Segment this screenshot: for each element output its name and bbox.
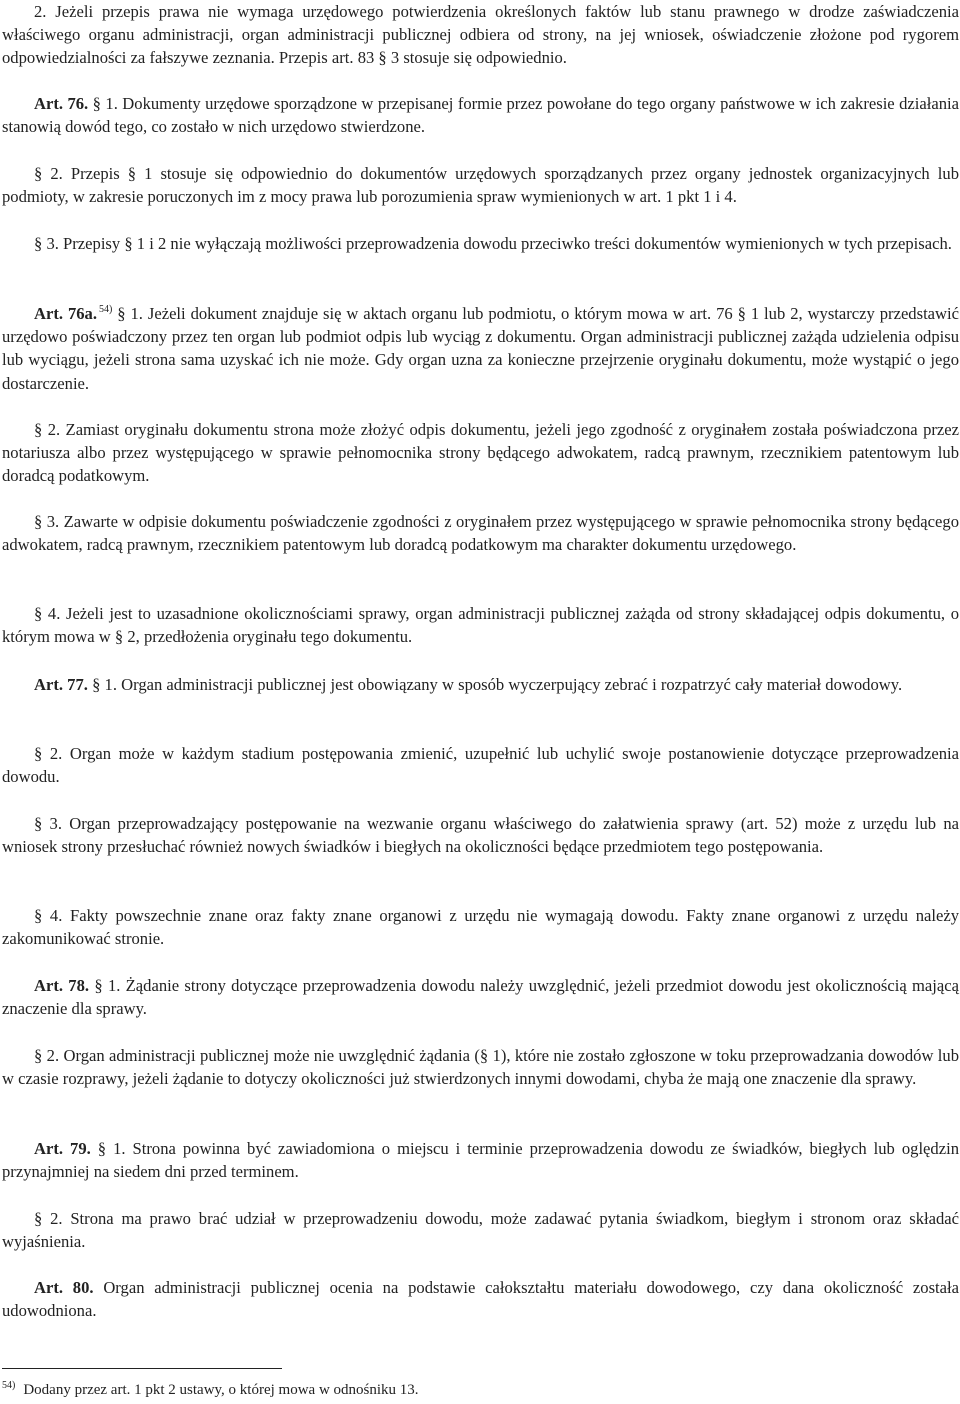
article-heading: Art. 76.: [34, 94, 89, 113]
article-heading: Art. 77.: [34, 675, 88, 694]
paragraph-art78-par1: [2, 974, 959, 1020]
paragraph-text: § 2. Organ administracji publicznej może nie uwzględnić żądania (§ 1), które nie zostało zgłoszone w toku przeprowadzania dowodów lub w czasie rozprawy, jeżeli żądanie to dotyczy okoliczności już stwierdzonych innymi dowodami, chyba że mają one znaczenie dla sprawy.: [2, 1046, 959, 1089]
paragraph-art77-par3: [2, 812, 959, 858]
paragraph-art75-par2: [2, 0, 959, 70]
article-heading: Art. 79.: [34, 1139, 91, 1158]
paragraph-art80: [2, 1276, 959, 1322]
paragraph-text: § 1. Jeżeli dokument znajduje się w aktach organu lub podmiotu, o którym mowa w art. 76 § 1 lub 2, wystarczy przedstawić urzędowo poświadczony przez ten organ lub podmiot odpis lub wyciąg z dokumentu. Organ administracji publicznej zażąda udzielenia odpisu lub wyciągu, jeżeli strona sama uzyskać ich nie może. Gdy organ uzna za konieczne przejrzenie oryginału dokumentu, może wystąpić o jego dostarczenie.: [2, 304, 960, 393]
paragraph-text: § 2. Organ może w każdym stadium postępowania zmienić, uzupełnić lub uchylić swoje postanowienie dotyczące przeprowadzenia dowodu.: [2, 744, 959, 787]
footnote-mark: 54): [2, 1380, 16, 1391]
paragraph-art76-par3: [2, 232, 959, 255]
paragraph-text: § 2. Przepis § 1 stosuje się odpowiednio do dokumentów urzędowych sporządzanych przez organy jednostek organizacyjnych lub podmioty, w zakresie poruczonych im z mocy prawa lub porozumienia spraw wymienionych w art. 1 pkt 1 i 4.: [2, 164, 959, 207]
paragraph-text: § 3. Organ przeprowadzający postępowanie na wezwanie organu właściwego do załatwienia sprawy (art. 52) może z urzędu lub na wniosek strony przesłuchać również nowych świadków i biegłych na okoliczności będące przedmiotem tego postępowania.: [2, 814, 959, 857]
paragraph-text: § 4. Jeżeli jest to uzasadnione okolicznościami sprawy, organ administracji publicznej zażąda od strony składającej odpis dokumentu, o którym mowa w § 2, przedłożenia oryginału tego dokumentu.: [2, 604, 959, 647]
paragraph-text: Organ administracji publicznej ocenia na podstawie całokształtu materiału dowodowego, czy dana okoliczność została udowodniona.: [2, 1278, 959, 1321]
paragraph-text: § 1. Strona powinna być zawiadomiona o miejscu i terminie przeprowadzenia dowodu ze świadków, biegłych lub oględzin przynajmniej na siedem dni przed terminem.: [2, 1139, 959, 1182]
paragraph-text: § 2. Zamiast oryginału dokumentu strona może złożyć odpis dokumentu, jeżeli jego zgodność z oryginałem została poświadczona przez notariusza albo przez występującego w sprawie pełnomocnika strony będącego adwokatem, radcą prawnym, rzecznikiem patentowym lub doradcą podatkowym.: [2, 420, 959, 486]
article-heading: Art. 80.: [34, 1278, 94, 1297]
paragraph-text: § 4. Fakty powszechnie znane oraz fakty znane organowi z urzędu nie wymagają dowodu. Fakty znane organowi z urzędu należy zakomunikować stronie.: [2, 906, 959, 949]
footnote-divider: [2, 1368, 282, 1369]
footnote-text: Dodany przez art. 1 pkt 2 ustawy, o której mowa w odnośniku 13.: [23, 1382, 419, 1398]
paragraph-text: § 1. Dokumenty urzędowe sporządzone w przepisanej formie przez powołane do tego organy państwowe w ich zakresie działania stanowią dowód tego, co zostało w nich urzędowo stwierdzone.: [2, 94, 960, 137]
paragraph-art76a-par3: [2, 510, 959, 556]
paragraph-text: 2. Jeżeli przepis prawa nie wymaga urzędowego potwierdzenia określonych faktów lub stanu prawnego w drodze zaświadczenia właściwego organu administracji, organ administracji publicznej odbiera od strony, na jej wniosek, oświadczenie złożone pod rygorem odpowiedzialności za fałszywe zeznania. Przepis art. 83 § 3 stosuje się odpowiednio.: [2, 2, 959, 68]
paragraph-art76a-par1: [2, 302, 959, 395]
paragraph-art76a-par2: [2, 418, 959, 488]
footnote-reference: 54): [99, 304, 113, 316]
paragraph-art77-par2: [2, 742, 959, 788]
article-heading: Art. 78.: [34, 976, 90, 995]
paragraph-art76-par1: [2, 92, 959, 138]
paragraph-art78-par2: [2, 1044, 959, 1090]
paragraph-text: § 3. Zawarte w odpisie dokumentu poświadczenie zgodności z oryginałem przez występującego w sprawie pełnomocnika strony będącego adwokatem, radcą prawnym, rzecznikiem patentowym lub doradcą podatkowym ma charakter dokumentu urzędowego.: [2, 512, 959, 555]
paragraph-art79-par1: [2, 1137, 959, 1183]
paragraph-text: § 1. Żądanie strony dotyczące przeprowadzenia dowodu należy uwzględnić, jeżeli przedmiot dowodu jest okolicznością mającą znaczenie dla sprawy.: [2, 976, 959, 1019]
paragraph-text: § 2. Strona ma prawo brać udział w przeprowadzeniu dowodu, może zadawać pytania świadkom, biegłym i stronom oraz składać wyjaśnienia.: [2, 1209, 959, 1252]
paragraph-art76-par2: [2, 162, 959, 208]
paragraph-art76a-par4: [2, 602, 959, 648]
paragraph-art77-par1: [2, 673, 959, 696]
paragraph-art77-par4: [2, 904, 959, 950]
paragraph-text: § 1. Organ administracji publicznej jest obowiązany w sposób wyczerpujący zebrać i rozpatrzyć cały materiał dowodowy.: [92, 675, 903, 694]
paragraph-text: § 3. Przepisy § 1 i 2 nie wyłączają możliwości przeprowadzenia dowodu przeciwko treści dokumentów wymienionych w tych przepisach.: [34, 234, 952, 253]
footnote: [2, 1380, 902, 1400]
paragraph-art79-par2: [2, 1207, 959, 1253]
article-heading: Art. 76a.: [34, 304, 97, 323]
